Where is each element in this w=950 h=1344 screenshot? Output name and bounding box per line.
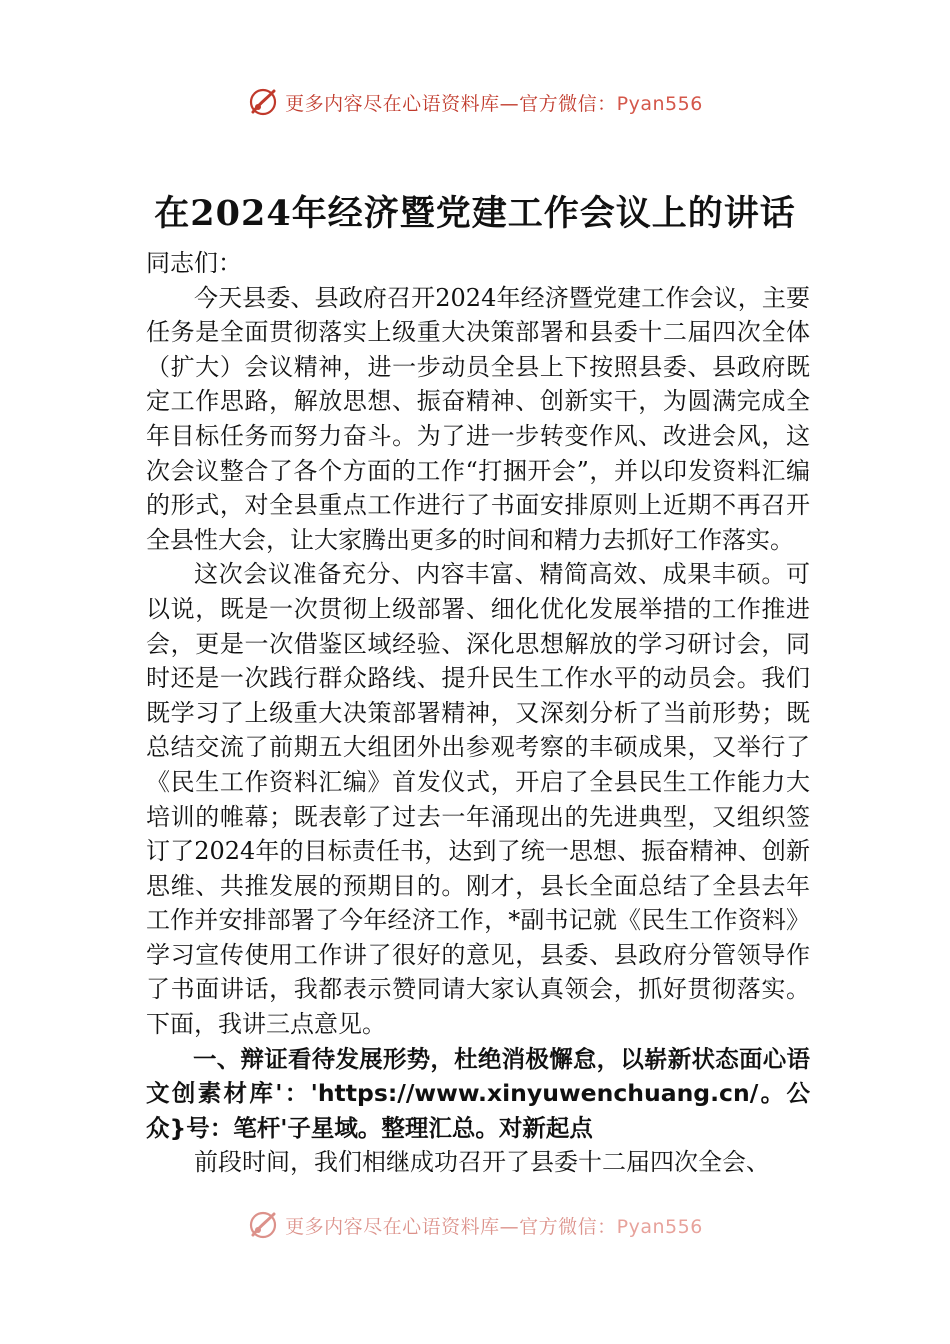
header-watermark xyxy=(0,86,950,118)
footer-watermark xyxy=(0,1206,950,1244)
paragraph: 今天县委、县政府召开2024年经济暨党建工作会议，主要任务是全面贯彻落实上级重大决策部署和县委十二届四次全体（扩大）会议精神，进一步动员全县上下按照县委、县政府既定工作思路，解放思想、振奋精神、创新实干，为圆满完成全年目标任务而努力奋斗。为了进一步转变作风、改进会风，这次会议整合了各个方面的工作“打捆开会”，并以印发资料汇编的形式，对全县重点工作进行了书面安排原则上近期不再召开全县性大会，让大家腾出更多的时间和精力去抓好工作落实。 xyxy=(146,283,810,554)
paragraph: 这次会议准备充分、内容丰富、精简高效、成果丰硕。可以说，既是一次贯彻上级部署、细化优化发展举措的工作推进会，更是一次借鉴区域经验、深化思想解放的学习研讨会，同时还是一次践行群众路线、提升民生工作水平的动员会。我们既学习了上级重大决策部署精神，又深刻分析了当前形势；既总结交流了前期五大组团外出参观考察的丰硕成果，又举行了《民生工作资料汇编》首发仪式，开启了全县民生工作能力大培训的帷幕；既表彰了过去一年涌现出的先进典型，又组织签订了2024年的目标责任书，达到了统一思想、振奋精神、创新思维、共推发展的预期目的。刚才，县长全面总结了全县去年工作并安排部署了今年经济工作，*副书记就《民生工作资料》学习宣传使用工作讲了很好的意见，县委、县政府分管领导作了书面讲话，我都表示赞同请大家认真领会，抓好贯彻落实。下面，我讲三点意见。 xyxy=(146,560,810,1039)
greeting: 同志们： xyxy=(146,249,242,277)
section-heading: 一、辩证看待发展形势，杜绝消极懈怠，以崭新状态面心语文创素材库'：'https://www.xinyuwenchuang.cn/。公众}号：笔杆'子星域。整理汇总。对新起点 xyxy=(146,1044,810,1142)
brush-logo-icon xyxy=(247,1209,279,1241)
watermark-text: 更多内容尽在心语资料库—官方微信：Pyan556 xyxy=(285,92,703,115)
brush-logo-icon xyxy=(247,86,279,118)
watermark-text: 更多内容尽在心语资料库—官方微信：Pyan556 xyxy=(285,1215,703,1238)
paragraph: 前段时间，我们相继成功召开了县委十二届四次全会、 xyxy=(194,1148,770,1177)
document-body xyxy=(146,246,810,1180)
document-title: 在2024年经济暨党建工作会议上的讲话 xyxy=(154,193,796,234)
